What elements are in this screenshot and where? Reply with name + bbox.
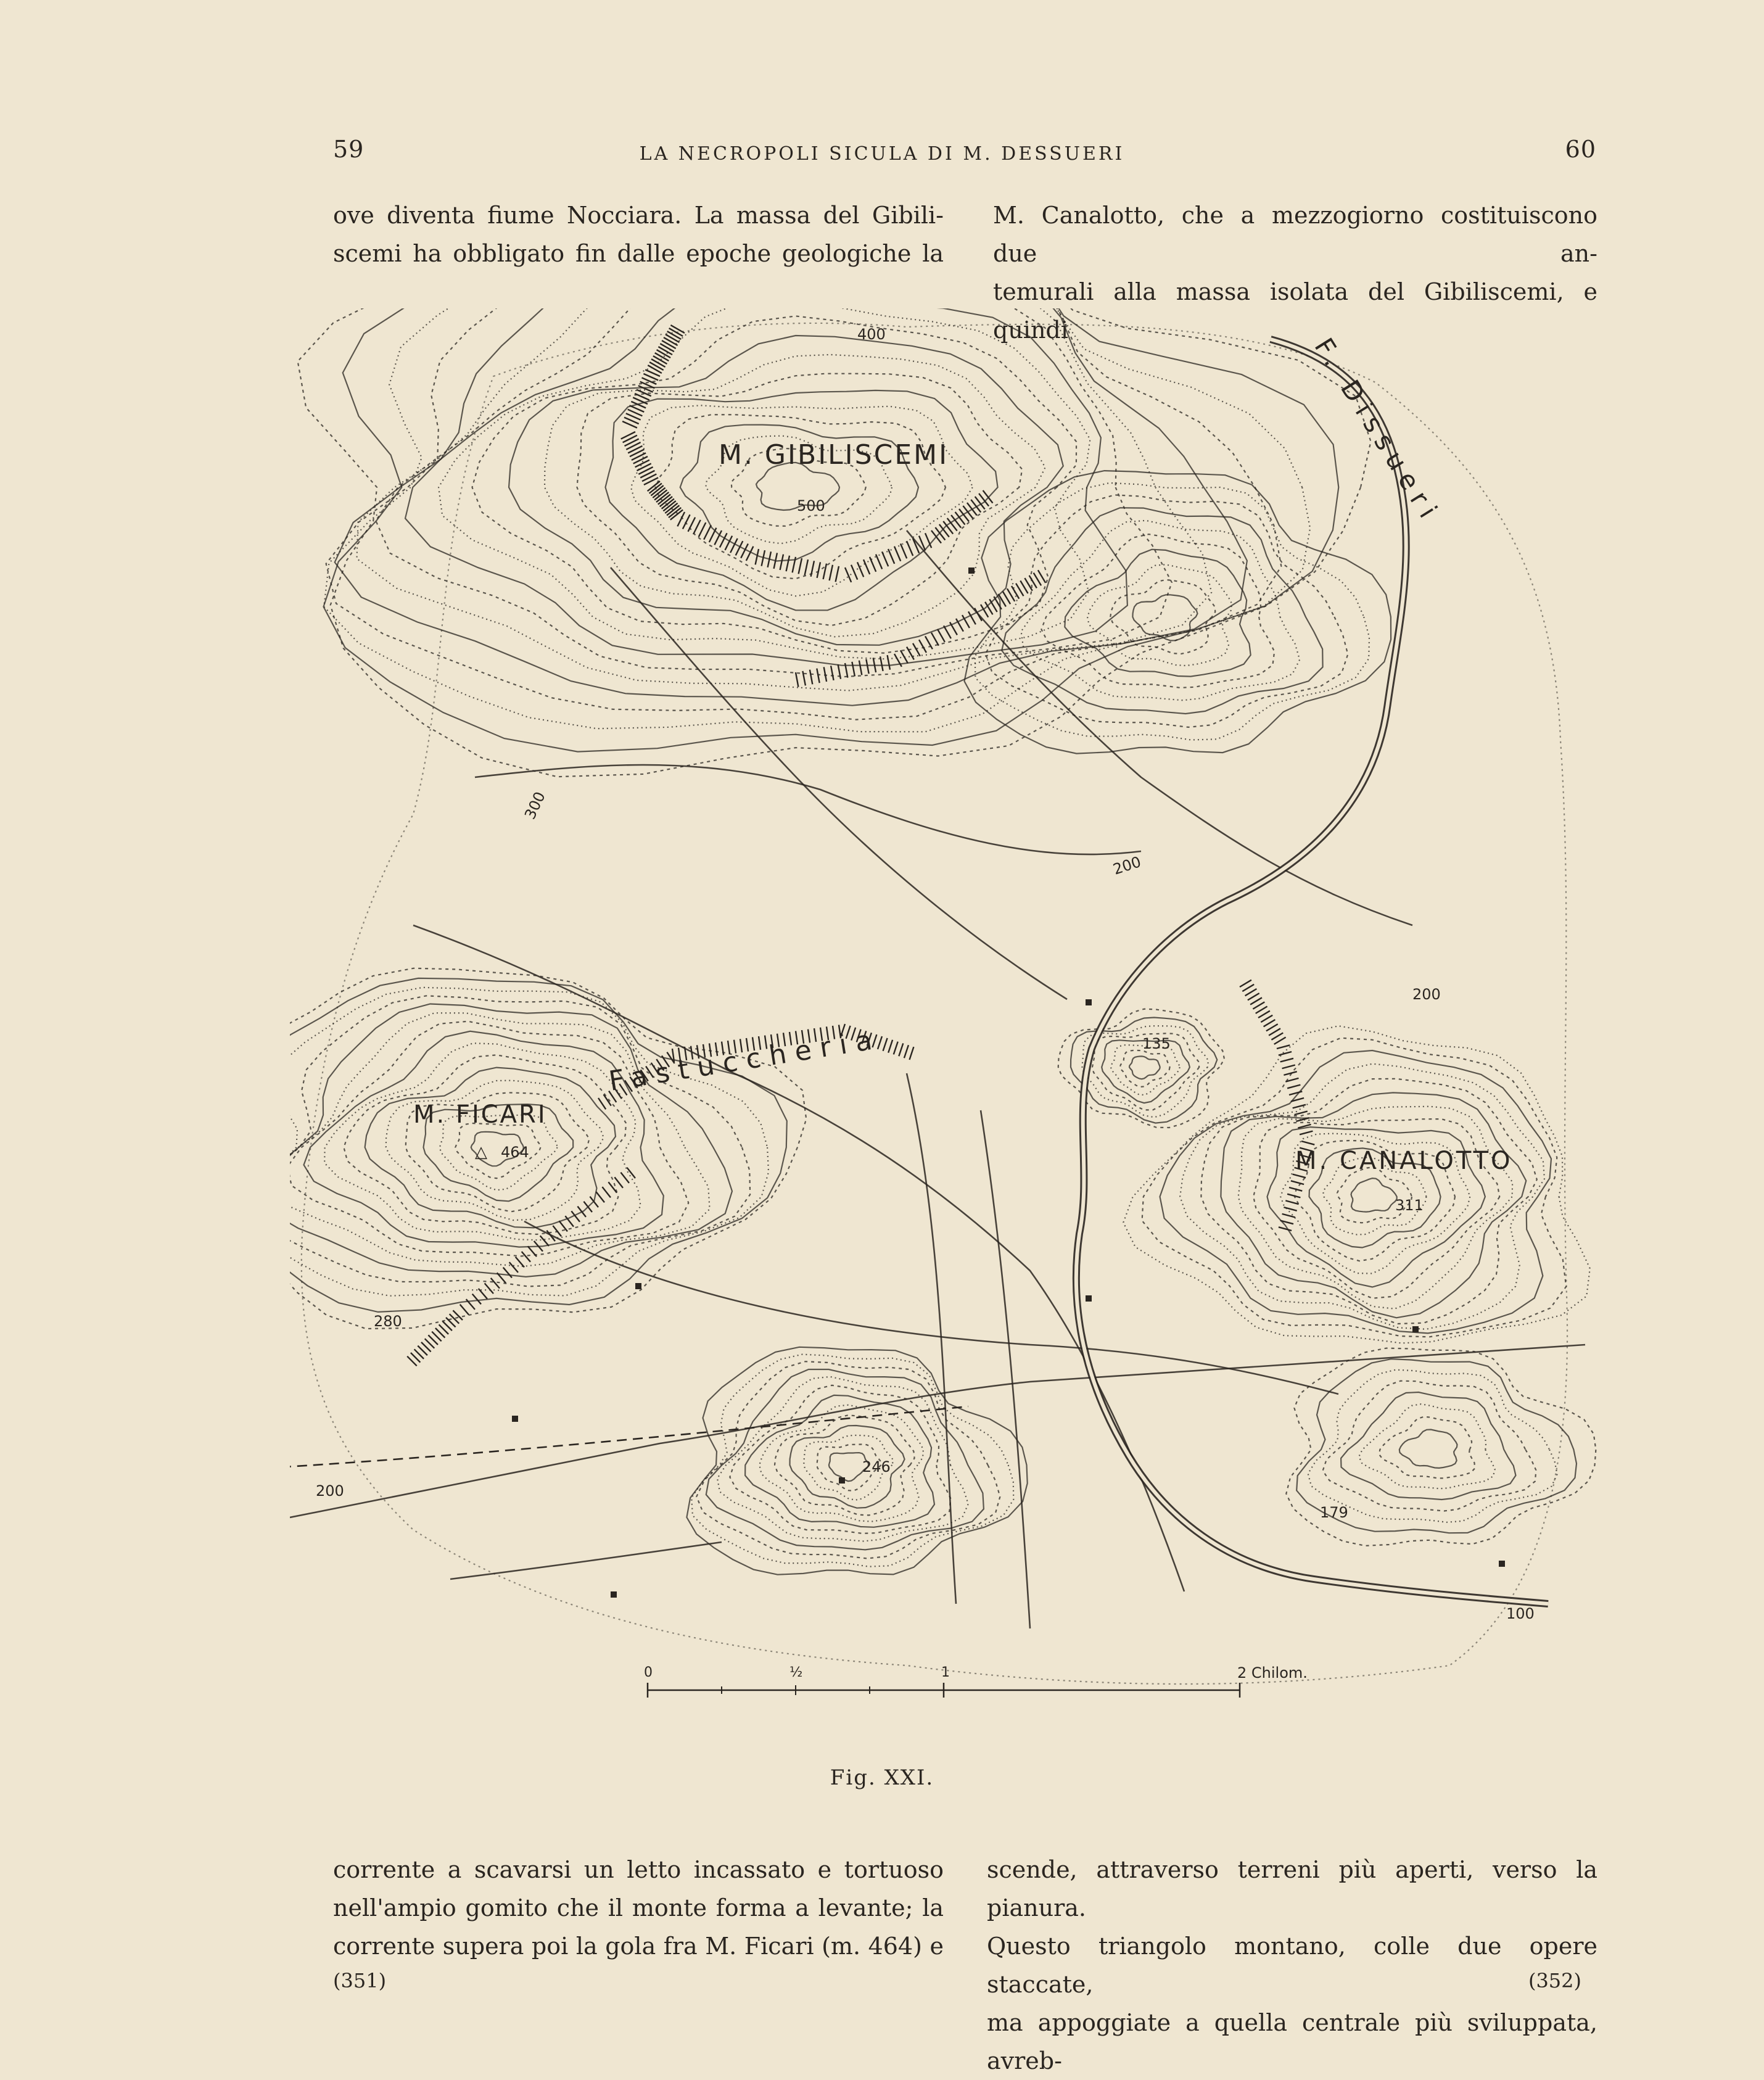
cliff-hachure (472, 1294, 481, 1305)
contour-line (1351, 1178, 1397, 1212)
cliff-hachure (649, 362, 664, 370)
scale-label-0: 0 (644, 1665, 653, 1680)
contour-line (717, 1377, 968, 1541)
building-icon (1086, 1295, 1092, 1302)
cliff-hachure (653, 356, 667, 364)
cliff-hachure (1287, 1194, 1300, 1198)
cliff-hachure (503, 1268, 512, 1278)
road (907, 530, 1412, 925)
contour-line (775, 1415, 915, 1515)
cliff-hachure (817, 562, 820, 578)
text-line: M. Canalotto, che a mezzogiorno costituiscono due an- (993, 202, 1597, 267)
cliff-hachure (577, 1207, 586, 1217)
cliff-hachure (699, 522, 706, 537)
contour-line (439, 308, 1090, 659)
elevation-311: 311 (1395, 1197, 1424, 1214)
page-number-left: 59 (333, 136, 365, 163)
bottom-right-paragraph (987, 1851, 1597, 2080)
cliff-hachure (901, 543, 907, 558)
cliff-hachure (882, 551, 888, 566)
cliff-hachure (1287, 1085, 1300, 1089)
elevation-464: 464 (501, 1144, 529, 1161)
building-icon (968, 567, 975, 574)
elevation-200-north: 200 (1111, 852, 1144, 878)
contour-line (686, 1347, 1027, 1575)
cliff-hachure (657, 350, 671, 358)
cliff-hachure (709, 528, 717, 542)
cliff-hachure (1269, 1028, 1280, 1035)
text-line: corrente supera poi la gola fra M. Ficari (m. 464) e (333, 1933, 944, 1960)
cliff-hachure (614, 1177, 623, 1187)
cliff-hachure (509, 1262, 518, 1273)
road (611, 567, 1067, 999)
cliff-hachure (651, 359, 666, 367)
contour-line (745, 1395, 934, 1527)
cliff-hachure (888, 1040, 892, 1053)
road (450, 1542, 722, 1579)
cliff-hachure (786, 556, 789, 571)
running-title: LA NECROPOLI SICULA DI M. DESSUERI (639, 143, 1125, 165)
building-icon (1499, 1561, 1505, 1567)
cliff-hachure (667, 331, 682, 339)
river-channel (1076, 339, 1548, 1604)
map-labels (316, 326, 1535, 1622)
building-icon (1412, 1326, 1419, 1332)
top-left-paragraph (333, 196, 944, 273)
elevation-179: 179 (1320, 1504, 1348, 1521)
topographic-map-figure (290, 308, 1647, 1801)
cliff-hachure (1240, 980, 1251, 987)
building-icon (611, 1591, 617, 1598)
cliff-hachure (714, 530, 722, 545)
trig-point-icon: △ (475, 1143, 487, 1162)
cliff-hachure (1277, 1045, 1290, 1049)
cliff-hachure (904, 1045, 909, 1058)
elevation-400: 400 (857, 326, 886, 343)
cliff-hachure (1301, 1141, 1314, 1145)
label-fastuccheria: Fastuccheria (606, 1023, 883, 1097)
contour-line (1379, 1417, 1475, 1479)
cliff-hachure (596, 1192, 604, 1202)
cliff-hachure (894, 1042, 898, 1055)
text-line: ma appoggiate a quella centrale più sviluppata, avreb- (987, 2009, 1597, 2074)
cliff-hachure (1285, 1200, 1298, 1204)
cliff-hachure (796, 672, 798, 687)
cliff-hachure (664, 337, 678, 345)
contour-line (1021, 521, 1300, 701)
river-bank (1076, 339, 1548, 1604)
cliff-hachure (859, 661, 862, 675)
cliff-hachure (1289, 1091, 1302, 1095)
cliff-hachure (683, 514, 690, 529)
cliff-hachure (811, 561, 814, 576)
scale-label-1: 1 (941, 1665, 950, 1680)
text-line: nell'ampio gomito che il monte forma a levante; la (333, 1894, 944, 1921)
elevation-200-east: 200 (1412, 986, 1441, 1003)
scale-label-2-chilom: 2 Chilom. (1237, 1664, 1308, 1682)
cliff-hachure (944, 625, 951, 638)
cliff-hachure (1245, 989, 1257, 996)
cliff-hachure (540, 1236, 549, 1246)
cliff-hachure (485, 1283, 493, 1294)
contour-line (1221, 1092, 1526, 1318)
figure-caption: Fig. XXI. (830, 1765, 934, 1790)
cliff-hachure (823, 564, 826, 579)
cliff-hachure (836, 566, 839, 582)
cliff-hachure (1250, 997, 1262, 1004)
cliff-hachure (1271, 1033, 1283, 1039)
contour-line (298, 308, 1371, 777)
cliff-hachure (1242, 984, 1254, 991)
cliff-hachures (407, 325, 1314, 1366)
cliff-hachure (491, 1278, 500, 1289)
cliff-hachure (852, 662, 855, 677)
cliff-hachure (857, 562, 863, 577)
contour-line (975, 483, 1369, 740)
cliff-hachure (1248, 993, 1259, 1000)
scale-label-half: ½ (789, 1665, 803, 1680)
cliff-hachure (880, 656, 883, 671)
label-m-canalotto: M. CANALOTTO (1295, 1147, 1513, 1175)
cliff-hachure (888, 655, 890, 670)
elevation-135: 135 (1142, 1035, 1171, 1052)
cliff-hachure (460, 1305, 469, 1315)
contour-line (1337, 1167, 1412, 1223)
contour-line (1120, 1050, 1170, 1087)
signature-mark-right: (352) (1528, 1969, 1581, 1992)
contour-line (324, 1043, 640, 1240)
cliff-hachure (598, 1098, 606, 1109)
bottom-left-paragraph (333, 1851, 944, 1965)
cliff-hachure (666, 334, 680, 342)
page-number-right: 60 (1565, 136, 1596, 163)
cliff-hachure (899, 1043, 903, 1056)
cliff-hachure (805, 559, 808, 576)
contour-line (1323, 1381, 1536, 1511)
building-icon (1086, 999, 1092, 1005)
road (981, 1110, 1030, 1628)
text-line: temurali alla massa isolata del Gibiliscemi, e quindi (993, 278, 1597, 344)
topographic-map (290, 308, 1647, 1801)
elevation-280: 280 (374, 1313, 402, 1330)
cliff-hachure (1282, 1214, 1295, 1218)
map-boundary (302, 323, 1567, 1684)
cliff-hachure (1261, 1015, 1272, 1022)
contour-line (324, 308, 1310, 732)
cliff-hachure (1264, 1020, 1276, 1026)
contour-line (1142, 1038, 1567, 1337)
cliff-hachure (516, 1257, 524, 1268)
scale-bar (644, 1664, 1308, 1698)
contour-line (986, 495, 1348, 727)
cliff-hachure (938, 629, 945, 642)
cliff-hachure (693, 520, 701, 534)
contour-line (1065, 550, 1250, 677)
label-m-gibiliscemi: M. GIBILISCEMI (719, 439, 949, 471)
label-m-ficari: M. FICARI (413, 1100, 547, 1129)
cliff-hachure (608, 1182, 617, 1192)
elevation-300: 300 (521, 789, 549, 822)
cliff-hachure (522, 1252, 530, 1262)
cliff-hachure (870, 557, 876, 572)
cliff-hachure (1274, 1038, 1286, 1044)
cliff-hachure (1280, 1059, 1293, 1062)
road (413, 925, 1184, 1591)
cliff-hachure (851, 565, 857, 580)
cliff-hachure (824, 667, 826, 682)
cliff-hachure (1258, 1011, 1270, 1018)
signature-mark-left: (351) (333, 1969, 387, 1992)
elevation-246: 246 (862, 1458, 891, 1475)
contour-line (730, 1385, 950, 1533)
cliff-hachure (756, 549, 759, 564)
cliff-hachure (620, 1173, 629, 1183)
cliff-hachure (1282, 1065, 1295, 1069)
contour-line (509, 336, 1063, 645)
text-line: corrente a scavarsi un letto incassato e tortuoso (333, 1856, 944, 1883)
road (907, 1073, 956, 1604)
cliff-hachure (894, 547, 901, 561)
cliff-hachure (1253, 1002, 1264, 1009)
cliff-hachure (831, 666, 834, 680)
cliff-hachure (907, 541, 913, 556)
text-line: scende, attraverso terreni più aperti, verso la pianura. (987, 1856, 1597, 1921)
contour-line (290, 1004, 732, 1277)
cliff-hachure (662, 340, 676, 349)
cliff-hachure (1266, 1024, 1278, 1031)
text-line: ove diventa fiume Nocciara. La massa del Gibili- (333, 202, 944, 229)
cliff-hachure (919, 640, 926, 653)
contour-line (1160, 1050, 1552, 1333)
text-line: Questo triangolo montano, colle due opere staccate, (987, 1933, 1597, 1998)
cliff-hachure (704, 525, 711, 539)
contour-line (304, 1031, 664, 1247)
cliff-hachure (810, 670, 812, 685)
cliff-hachure (1279, 1052, 1292, 1055)
contour-line (1087, 564, 1232, 666)
cliff-hachure (901, 650, 908, 663)
road (475, 765, 1141, 854)
river-dissueri (1076, 339, 1548, 1604)
building-icon (839, 1477, 845, 1484)
building-icon (512, 1416, 518, 1422)
elevation-100: 100 (1506, 1605, 1535, 1622)
contour-line (1399, 1430, 1457, 1468)
cliff-hachure (799, 558, 802, 574)
contour-line (335, 308, 1247, 706)
road (524, 1221, 1338, 1394)
cliff-hachure (669, 328, 683, 336)
cliff-hachure (627, 1168, 635, 1178)
cliff-hachure (660, 344, 674, 352)
contour-line (1129, 1056, 1160, 1079)
cliff-hachure (1300, 1131, 1313, 1135)
cliff-hachure (602, 1187, 611, 1197)
contour-line (290, 988, 769, 1296)
cliff-hachure (725, 536, 733, 550)
contour-line (1180, 1064, 1544, 1329)
label-f-dissueri: F. Dissueri (1308, 332, 1448, 530)
cliff-hachure (553, 1226, 561, 1236)
cliff-hachure (931, 633, 939, 646)
cliff-hachure (780, 555, 783, 570)
elevation-200-southwest: 200 (316, 1482, 344, 1500)
cliff-hachure (1291, 1181, 1304, 1184)
cliff-hachure (876, 555, 882, 569)
text-line: scemi ha obbligato fin dalle epoche geologiche la (333, 240, 944, 267)
cliff-hachure (883, 1038, 888, 1051)
cliff-hachure (1279, 1227, 1292, 1231)
elevation-500: 500 (797, 497, 825, 514)
contour-line (1071, 1018, 1217, 1123)
building-icon (635, 1283, 641, 1289)
cliff-hachure (866, 659, 868, 674)
cliff-hachure (1284, 1207, 1296, 1211)
contour-line (965, 471, 1391, 754)
cliff-hachure (817, 669, 819, 683)
cliff-hachure (1256, 1007, 1267, 1013)
cliff-hachure (910, 1047, 914, 1060)
cliff-hachure (913, 643, 920, 656)
cliff-hachure (888, 549, 894, 564)
cliff-hachure (830, 565, 833, 580)
